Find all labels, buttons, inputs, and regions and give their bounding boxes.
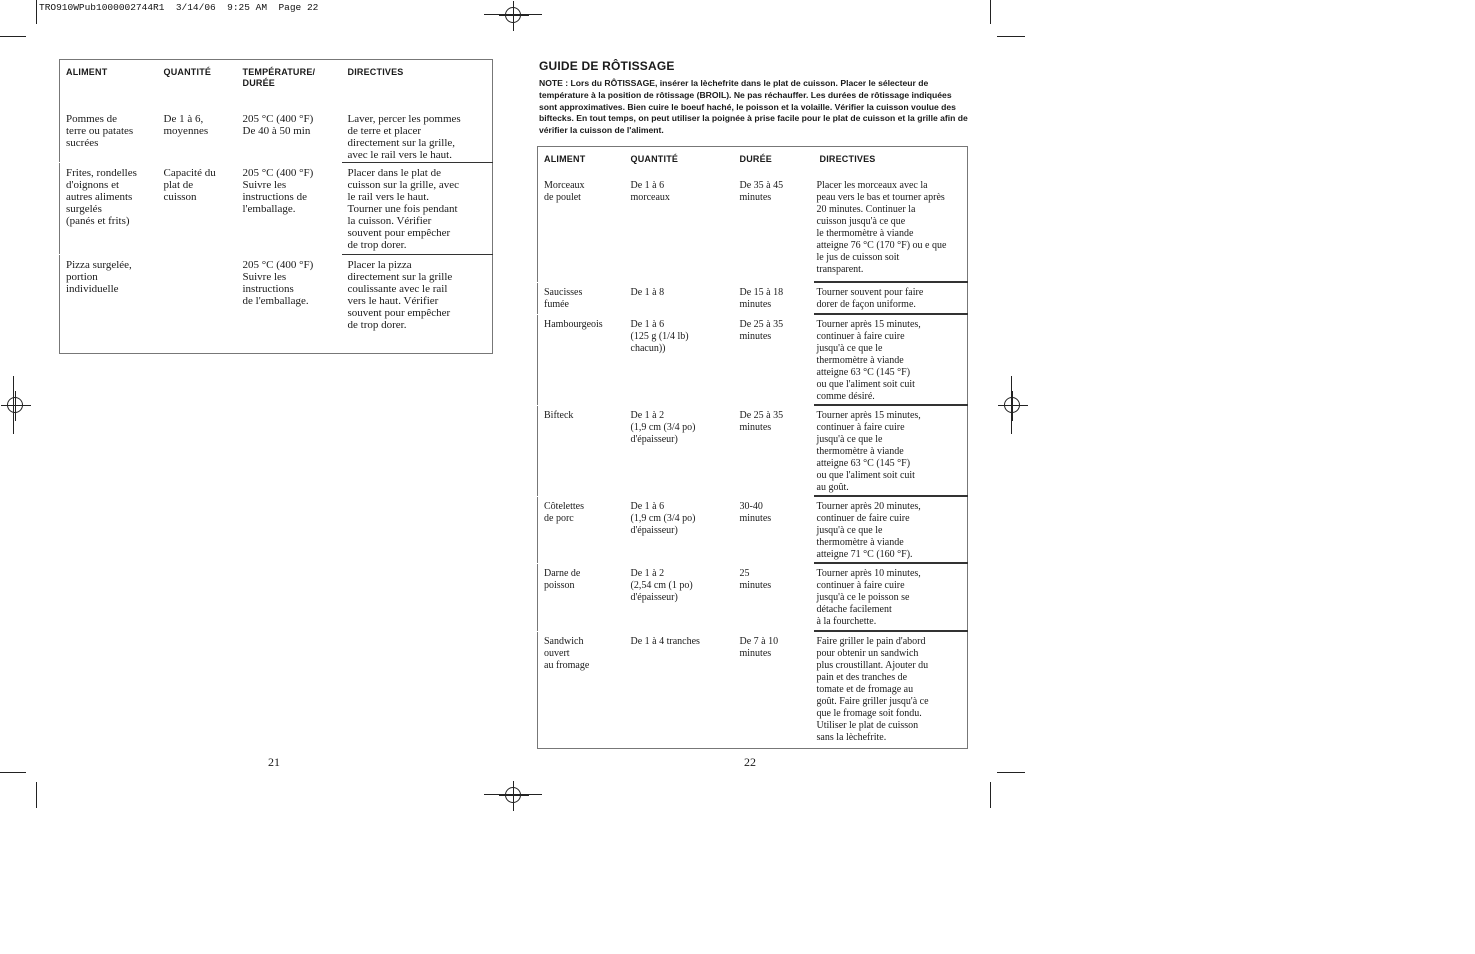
page-title: GUIDE DE RÔTISSAGE: [539, 59, 675, 73]
cell-directives: Laver, percer les pommes de terre et placer directement sur la grille, avec le rail vers le haut.: [347, 113, 461, 161]
cell-temperature: 205 °C (400 °F) Suivre les instructions de l'emballage.: [242, 259, 314, 307]
table-row: [538, 496, 968, 563]
cell-quantite: De 1 à 4 tranches: [630, 635, 700, 647]
registration-line: [13, 376, 14, 434]
table-row: [60, 95, 493, 163]
registration-mark-icon: [1004, 397, 1020, 413]
page-number: 21: [268, 755, 280, 769]
page-number: 22: [744, 755, 756, 769]
cell-aliment: Saucisses fumée: [544, 286, 583, 310]
crop-mark: [36, 782, 37, 808]
cell-directives: Tourner après 15 minutes, continuer à faire cuire jusqu'à ce que le thermomètre à viande atteigne 63 °C (145 °F) ou que l'aliment soit cuit comme désiré.: [814, 314, 968, 405]
cell-directives: Tourner souvent pour faire dorer de façon uniforme.: [814, 282, 968, 314]
column-header: QUANTITÉ: [163, 67, 212, 77]
registration-line: [484, 794, 542, 795]
column-header: DIRECTIVES: [347, 67, 404, 77]
registration-line: [484, 14, 542, 15]
cell-duree: De 35 à 45 minutes: [739, 180, 784, 203]
cell-aliment: Pommes de terre ou patates sucrées: [66, 113, 134, 149]
cell-directives: Placer la pizza directement sur la grille coulissante avec le rail vers le haut. Vérifier souvent pour empêcher de trop dorer.: [342, 255, 493, 354]
cell-directives: Tourner après 15 minutes, continuer à faire cuire jusqu'à ce que le thermomètre à viande atteigne 63 °C (145 °F) ou que l'aliment soit cuit au goût.: [814, 405, 968, 496]
cell-quantite: De 1 à 6 morceaux: [630, 180, 670, 203]
cell-duree: 25 minutes: [739, 567, 772, 591]
cell-aliment: Darne de poisson: [544, 567, 581, 591]
cell-quantite: De 1 à 2 (1,9 cm (3/4 po) d'épaisseur): [630, 409, 696, 445]
cell-quantite: De 1 à 6, moyennes: [163, 113, 209, 137]
cell-aliment: Frites, rondelles d'oignons et autres aliments surgelés (panés et frits): [66, 167, 137, 227]
cell-aliment: Pizza surgelée, portion individuelle: [66, 259, 132, 295]
column-header: DIRECTIVES: [819, 154, 876, 164]
print-slug: TRO910WPub1000002744R1 3/14/06 9:25 AM Page 22: [39, 2, 319, 13]
table-row: [538, 563, 968, 631]
cell-directives: Faire griller le pain d'abord pour obtenir un sandwich plus croustillant. Ajouter du pain et des tranches de tomate et de fromage au goût. Faire griller jusqu'à ce que le fromage soit fondu. Utiliser le plat de cuisson sans la lèchefrite.: [814, 631, 968, 749]
cell-aliment: Sandwich ouvert au fromage: [544, 635, 590, 671]
crop-mark: [997, 772, 1025, 773]
cell-aliment: Hambourgeois: [544, 318, 603, 330]
cell-directives: Placer dans le plat de cuisson sur la grille, avec le rail vers le haut. Tourner une fois pendant la cuisson. Vérifier souvent pour empêcher de trop dorer.: [342, 163, 493, 255]
cell-temperature: 205 °C (400 °F) De 40 à 50 min: [242, 113, 314, 137]
cell-quantite: De 1 à 6 (1,9 cm (3/4 po) d'épaisseur): [630, 500, 696, 536]
registration-mark-icon: [505, 7, 521, 23]
registration-line: [1011, 376, 1012, 434]
crop-mark: [997, 36, 1025, 37]
cell-aliment: Morceaux de poulet: [544, 180, 585, 203]
cell-aliment: Côtelettes de porc: [544, 500, 584, 524]
table-header-row: [538, 147, 968, 175]
cell-duree: De 25 à 35 minutes: [739, 318, 784, 342]
column-header: ALIMENT: [66, 67, 108, 77]
cell-quantite: De 1 à 6 (125 g (1/4 lb) chacun)): [630, 318, 689, 354]
cell-quantite: [158, 255, 237, 354]
cell-duree: De 25 à 35 minutes: [739, 409, 784, 433]
cell-aliment: Bifteck: [544, 409, 574, 421]
table-row: [60, 163, 493, 255]
cell-temperature: 205 °C (400 °F) Suivre les instructions de l'emballage.: [242, 167, 314, 215]
table-row: [538, 314, 968, 405]
left-cooking-table: [59, 59, 493, 354]
cell-quantite: De 1 à 2 (2,54 cm (1 po) d'épaisseur): [630, 567, 693, 603]
cell-directives: Placer les morceaux avec la peau vers le bas et tourner après 20 minutes. Continuer la cuisson jusqu'à ce que le thermomètre à viande atteigne 76 °C (170 °F) ou e que le jus de cuisson soit transparent.: [816, 180, 947, 275]
cell-directives: Tourner après 20 minutes, continuer de faire cuire jusqu'à ce que le thermomètre à viande atteigne 71 °C (160 °F).: [814, 496, 968, 563]
table-header-row: [60, 60, 493, 96]
cell-quantite: Capacité du plat de cuisson: [163, 167, 216, 203]
column-header: DURÉE: [739, 154, 773, 164]
crop-mark: [0, 772, 26, 773]
crop-mark: [0, 36, 26, 37]
column-header: QUANTITÉ: [630, 154, 679, 164]
cell-duree: De 15 à 18 minutes: [739, 286, 784, 310]
crop-mark: [36, 0, 37, 24]
cell-duree: De 7 à 10 minutes: [739, 635, 779, 659]
cell-duree: 30-40 minutes: [739, 500, 772, 524]
table-row: [538, 174, 968, 282]
cooking-note: NOTE : Lors du RÔTISSAGE, insérer la lèchefrite dans le plat de cuisson. Placer le sélecteur de température à la position de rôtissage (BROIL). Ne pas réchauffer. Les durées de rôtissage indiquées sont approximatives. Bien cuire le boeuf haché, le poisson et la volaille. Vérifier la cuisson voulue des biftecks. En tout temps, on peut utiliser la poignée à prise facile pour le plat de cuisson et la grille afin de vérifier la cuisson de l'aliment.: [539, 78, 968, 136]
broiling-guide-table: [537, 146, 968, 749]
table-row: [538, 405, 968, 496]
registration-mark-icon: [505, 787, 521, 803]
table-row: [538, 631, 968, 749]
cell-quantite: De 1 à 8: [630, 286, 665, 298]
cell-directives: Tourner après 10 minutes, continuer à faire cuire jusqu'à ce le poisson se détache facilement à la fourchette.: [814, 563, 968, 631]
table-row: [60, 255, 493, 354]
registration-mark-icon: [7, 397, 23, 413]
crop-mark: [990, 782, 991, 808]
table-row: [538, 282, 968, 314]
column-header: TEMPÉRATURE/ DURÉE: [242, 67, 316, 88]
column-header: ALIMENT: [544, 154, 586, 164]
crop-mark: [990, 0, 991, 24]
